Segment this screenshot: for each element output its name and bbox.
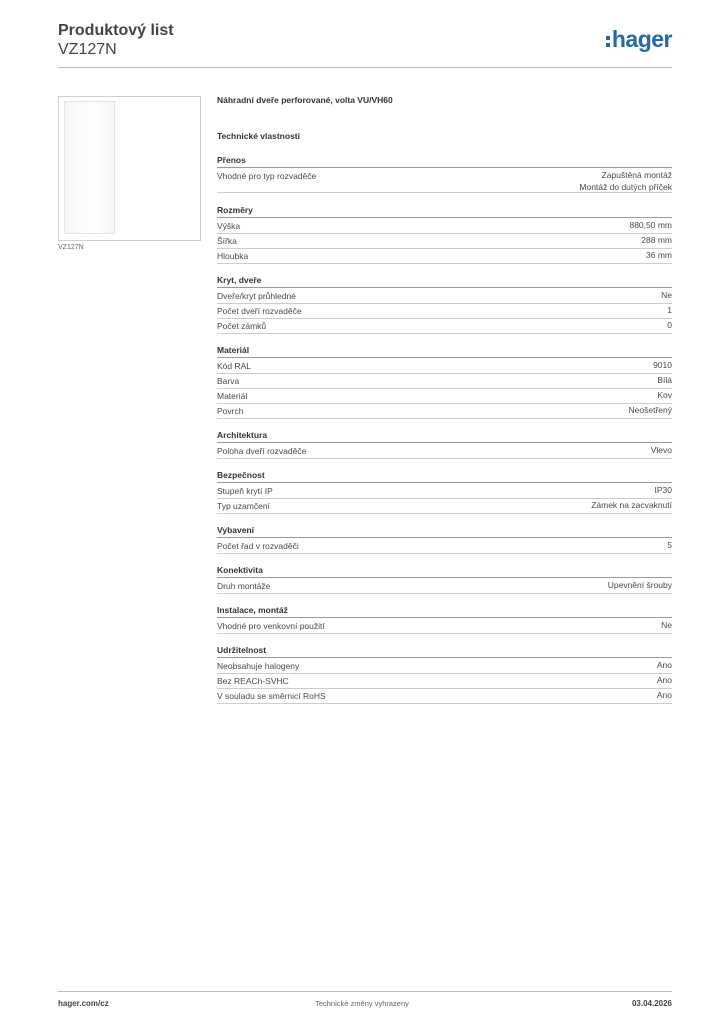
spec-value xyxy=(651,445,672,457)
footer-date: 03.04.2026 xyxy=(631,999,672,1008)
spec-value-line: Neošetřený xyxy=(628,405,672,415)
spec-label: Typ uzamčení xyxy=(217,501,270,511)
spec-row xyxy=(217,674,672,689)
spec-row xyxy=(217,374,672,389)
spec-row xyxy=(217,444,672,459)
spec-value-line: 36 mm xyxy=(646,250,672,260)
header-divider xyxy=(58,67,672,68)
spec-label: Dveře/kryt průhledné xyxy=(217,291,296,301)
spec-label: Vhodné pro venkovní použití xyxy=(217,621,325,631)
spec-row xyxy=(217,169,672,193)
product-code: VZ127N xyxy=(58,41,117,58)
spec-value-line: Zámek na zacvaknutí xyxy=(591,500,672,510)
spec-value-line: Zapuštěná montáž xyxy=(601,170,672,180)
spec-label: Výška xyxy=(217,221,241,231)
section-heading: Instalace, montáž xyxy=(217,605,672,618)
spec-value xyxy=(661,290,672,302)
section-heading: Udržitelnost xyxy=(217,645,672,658)
section-heading: Konektivita xyxy=(217,565,672,578)
spec-value xyxy=(667,320,672,332)
logo-dots-icon xyxy=(606,36,610,47)
section-heading: Rozměry xyxy=(217,205,672,218)
spec-value xyxy=(657,690,672,702)
footer-website[interactable]: hager.com/cz xyxy=(58,999,109,1008)
section-heading: Bezpečnost xyxy=(217,470,672,483)
door-panel-illustration xyxy=(64,101,115,234)
spec-value xyxy=(629,220,672,232)
spec-value-line: Bílá xyxy=(657,375,672,385)
section-heading: Vybavení xyxy=(217,525,672,538)
spec-value xyxy=(646,250,672,262)
spec-value xyxy=(608,580,672,592)
spec-row xyxy=(217,289,672,304)
spec-row xyxy=(217,499,672,514)
spec-value-line: Montáž do dutých příček xyxy=(579,181,672,192)
spec-label: Počet řad v rozvaděči xyxy=(217,541,299,551)
spec-label: Druh montáže xyxy=(217,581,271,591)
document-title: Produktový list xyxy=(58,22,174,39)
spec-label: Stupeň krytí IP xyxy=(217,486,273,496)
spec-value-line: 5 xyxy=(667,540,672,550)
spec-row xyxy=(217,404,672,419)
spec-label: Šířka xyxy=(217,236,237,246)
spec-label: Bez REACh-SVHC xyxy=(217,676,289,686)
footer-notice: Technické změny vyhrazeny xyxy=(315,999,409,1008)
spec-row xyxy=(217,389,672,404)
spec-value-line: Vlevo xyxy=(650,445,672,455)
page-header xyxy=(58,20,672,68)
spec-value-line: 9010 xyxy=(653,360,672,370)
spec-value xyxy=(661,620,672,632)
spec-row xyxy=(217,619,672,634)
spec-label: Povrch xyxy=(217,406,244,416)
spec-label: Hloubka xyxy=(217,251,249,261)
spec-value-line: Ne xyxy=(661,290,672,300)
logo-text: hager xyxy=(611,26,672,52)
spec-value-line: Ano xyxy=(656,690,672,700)
spec-value xyxy=(641,235,672,247)
spec-value-line: 288 mm xyxy=(641,235,672,245)
spec-label: Počet dveří rozvaděče xyxy=(217,306,302,316)
spec-row xyxy=(217,579,672,594)
spec-value-line: Ano xyxy=(656,675,672,685)
spec-row xyxy=(217,689,672,704)
spec-row xyxy=(217,359,672,374)
spec-value xyxy=(655,485,673,497)
spec-label: V souladu se směrnicí RoHS xyxy=(217,691,326,701)
spec-value xyxy=(667,540,672,552)
spec-value xyxy=(629,405,672,417)
section-heading: Architektura xyxy=(217,430,672,443)
spec-row xyxy=(217,234,672,249)
section-heading: Materiál xyxy=(217,345,672,358)
section-heading: Kryt, dveře xyxy=(217,275,672,288)
section-heading: Přenos xyxy=(217,155,672,168)
spec-label: Neobsahuje halogeny xyxy=(217,661,300,671)
product-name: Náhradní dveře perforované, volta VU/VH60 xyxy=(217,95,393,105)
spec-row xyxy=(217,319,672,334)
spec-value xyxy=(653,360,672,372)
technical-properties-title: Technické vlastnosti xyxy=(217,131,300,141)
spec-row xyxy=(217,219,672,234)
footer-divider xyxy=(58,991,672,992)
spec-value xyxy=(657,660,672,672)
spec-row xyxy=(217,249,672,264)
spec-label: Barva xyxy=(217,376,240,386)
spec-value xyxy=(657,675,672,687)
spec-value xyxy=(579,170,672,193)
spec-value-line: 880,50 mm xyxy=(629,220,672,230)
spec-value-line: 1 xyxy=(667,305,672,315)
spec-value-line: Ano xyxy=(656,660,672,670)
spec-value-line: Kov xyxy=(657,390,672,400)
spec-value-line: 0 xyxy=(667,320,672,330)
spec-value xyxy=(657,390,672,402)
spec-value-line: Upevnění šrouby xyxy=(607,580,672,590)
spec-value-line: Ne xyxy=(661,620,672,630)
image-caption: VZ127N xyxy=(58,244,84,251)
spec-row xyxy=(217,304,672,319)
product-image xyxy=(58,96,201,241)
spec-label: Vhodné pro typ rozvaděče xyxy=(217,171,317,181)
spec-row xyxy=(217,659,672,674)
spec-value-line: IP30 xyxy=(654,485,672,495)
spec-row xyxy=(217,539,672,554)
spec-label: Kód RAL xyxy=(217,361,252,371)
spec-label: Materiál xyxy=(217,391,248,401)
spec-row xyxy=(217,484,672,499)
spec-value xyxy=(667,305,672,317)
hager-logo[interactable] xyxy=(606,26,672,52)
spec-label: Počet zámků xyxy=(217,321,267,331)
spec-value xyxy=(591,500,672,512)
spec-value xyxy=(657,375,672,387)
spec-label: Poloha dveří rozvaděče xyxy=(217,446,307,456)
